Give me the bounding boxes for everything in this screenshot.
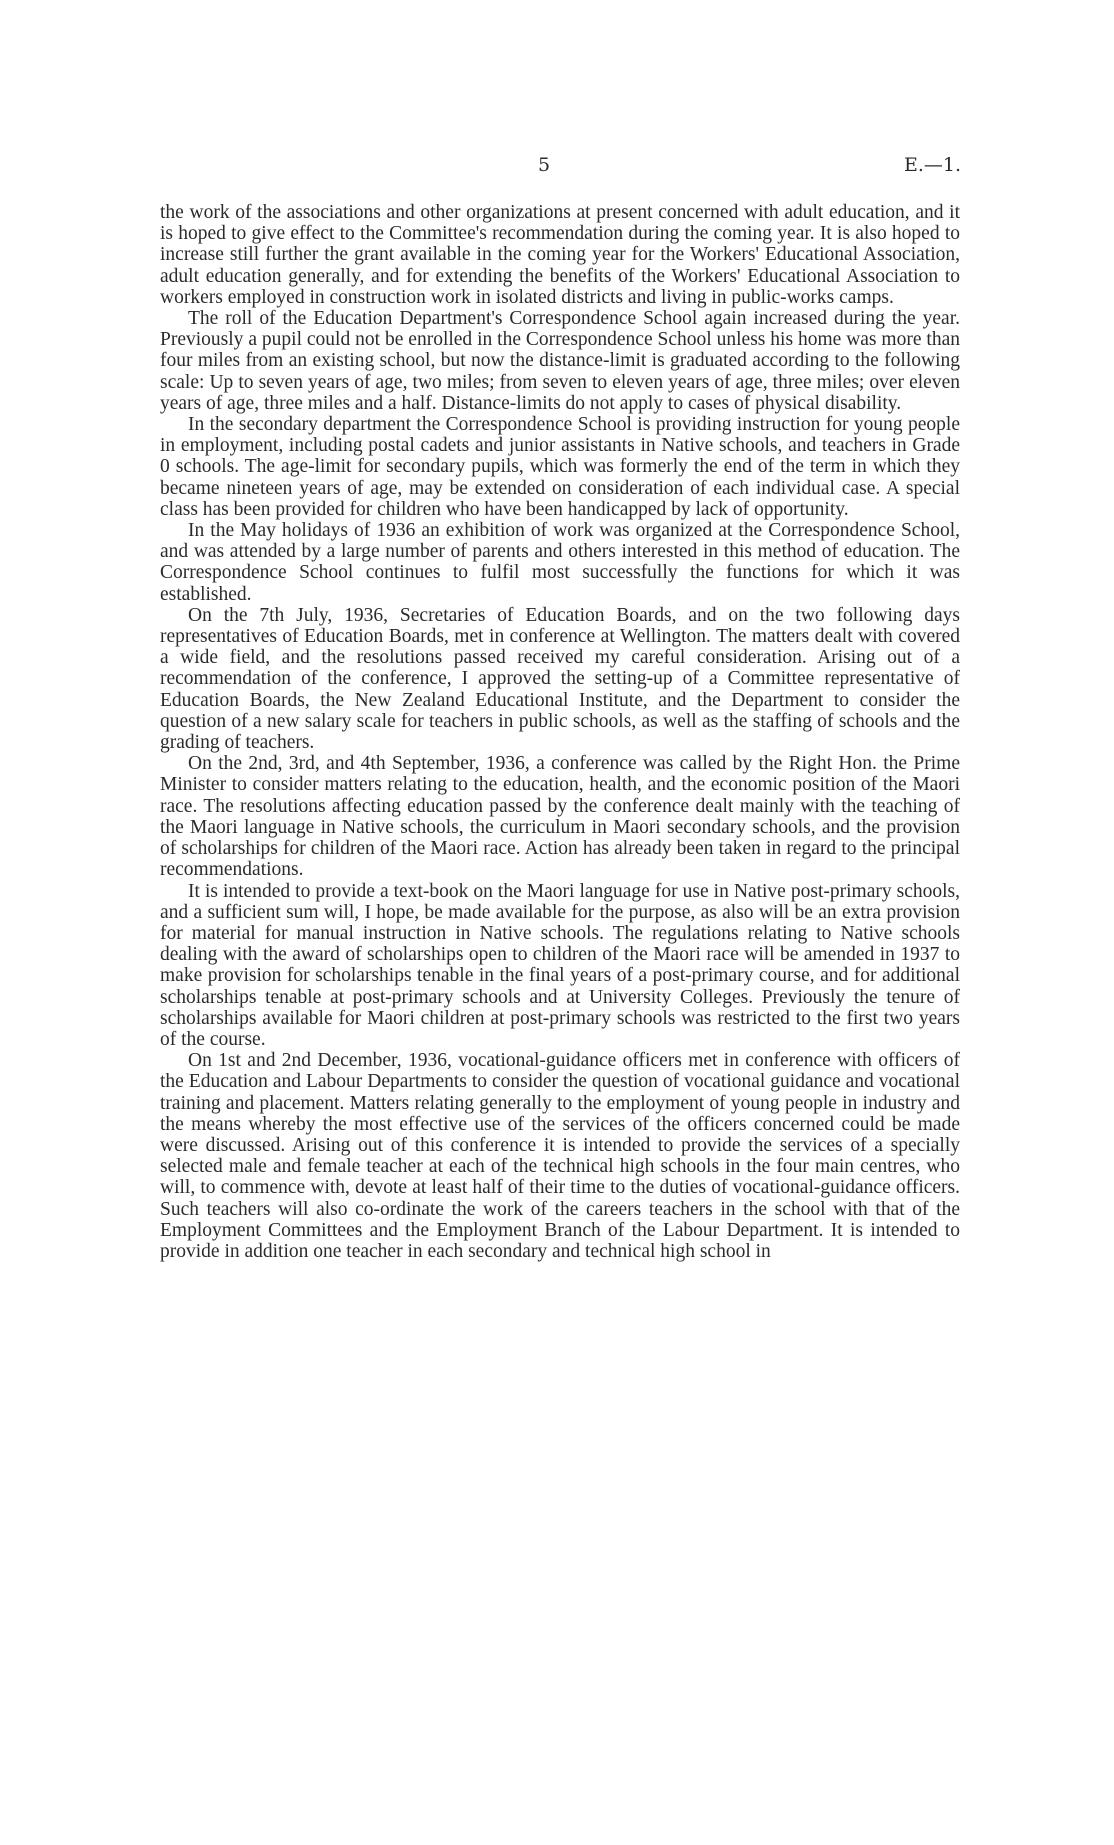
body-text (160, 202, 960, 1262)
paragraph: In the secondary department the Correspondence School is providing instruction for young people in employment, including postal cadets and junior assistants in Native schools, and teachers in Grade 0 schools. The age-limit for secondary pupils, which was formerly the end of the term in which they became nineteen years of age, may be extended on consideration of each individual case. A special class has been provided for children who have been handicapped by lack of opportunity. (160, 414, 960, 520)
page-header (0, 154, 1114, 184)
paragraph: In the May holidays of 1936 an exhibition of work was organized at the Correspondence School, and was attended by a large number of parents and others interested in this method of education. The Correspondence School continues to fulfil most successfully the functions for which it was established. (160, 520, 960, 605)
paragraph: On the 2nd, 3rd, and 4th September, 1936, a conference was called by the Right Hon. the Prime Minister to consider matters relating to the education, health, and the economic position of the Maori race. The resolutions affecting education passed by the conference dealt mainly with the teaching of the Maori language in Native schools, the curriculum in Maori secondary schools, and the provision of scholarships for children of the Maori race. Action has already been taken in regard to the principal recommendations. (160, 753, 960, 881)
paragraph: The roll of the Education Department's Correspondence School again increased during the year. Previously a pupil could not be enrolled in the Correspondence School unless his home was more than four miles from an existing school, but now the distance-limit is graduated according to the following scale: Up to seven years of age, two miles; from seven to eleven years of age, three miles; over eleven years of age, three miles and a half. Distance-limits do not apply to cases of physical disability. (160, 308, 960, 414)
paragraph-continuation: the work of the associations and other organizations at present concerned with adult education, and it is hoped to give effect to the Committee's recommendation during the coming year. It is also hoped to increase still further the grant available in the coming year for the Workers' Educational Association, adult education generally, and for extending the benefits of the Workers' Educational Association to workers employed in construction work in isolated districts and living in public-works camps. (160, 202, 960, 308)
paragraph: On 1st and 2nd December, 1936, vocational-guidance officers met in conference with officers of the Education and Labour Departments to consider the question of vocational guidance and vocational training and placement. Matters relating generally to the employment of young people in industry and the means whereby the most effective use of the services of the officers concerned could be made were discussed. Arising out of this conference it is intended to provide the services of a specially selected male and female teacher at each of the technical high schools in the four main centres, who will, to commence with, devote at least half of their time to the duties of vocational-guidance officers. Such teachers will also co-ordinate the work of the careers teachers in the school with that of the Employment Committees and the Employment Branch of the Labour Department. It is intended to provide in addition one teacher in each secondary and technical high school in (160, 1050, 960, 1262)
page-number: 5 (538, 154, 551, 176)
document-reference: E.—1. (903, 154, 961, 176)
paragraph: On the 7th July, 1936, Secretaries of Education Boards, and on the two following days representatives of Education Boards, met in conference at Wellington. The matters dealt with covered a wide field, and the resolutions passed received my careful consideration. Arising out of a recommendation of the conference, I approved the setting-up of a Committee representative of Education Boards, the New Zealand Educational Institute, and the Department to consider the question of a new salary scale for teachers in public schools, as well as the staffing of schools and the grading of teachers. (160, 604, 960, 754)
paragraph: It is intended to provide a text-book on the Maori language for use in Native post-primary schools, and a sufficient sum will, I hope, be made available for the purpose, as also will be an extra provision for material for manual instruction in Native schools. The regulations relating to Native schools dealing with the award of scholarships open to children of the Maori race will be amended in 1937 to make provision for scholarships tenable in the final years of a post-primary course, and for additional scholarships tenable at post-primary schools and at University Colleges. Previously the tenure of scholarships available for Maori children at post-primary schools was restricted to the first two years of the course. (160, 880, 960, 1050)
